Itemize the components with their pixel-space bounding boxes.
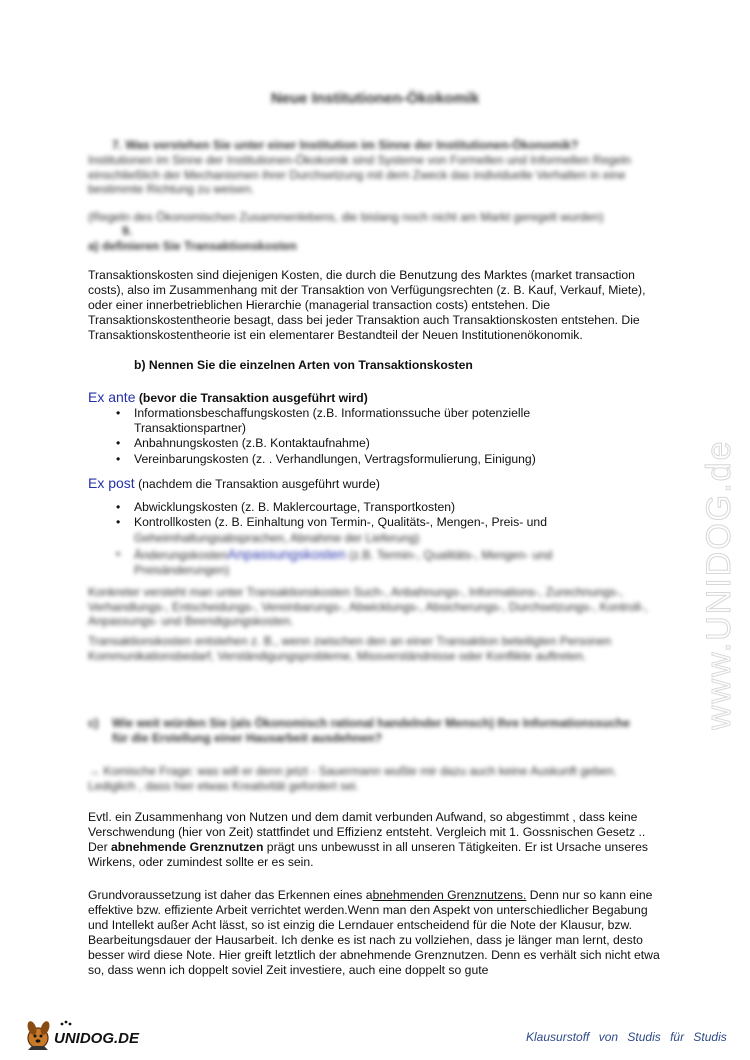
anpassungskosten-term: Anpassungskosten [227, 546, 346, 562]
list-item: • Kontrollkosten (z. B. Einhaltung von Termin-, Qualitäts-, Mengen-, Preis- und [110, 515, 630, 530]
question-c-heading: Wie weit würden Sie (als Ökonomisch rational handelnder Mensch) Ihre Informationssuche für die Erstellung einer Hausarbeit ausdehnen? [112, 716, 630, 745]
grund-underlined: bnehmenden Grenznutzens. [372, 888, 527, 902]
ex-post-blurred-list [110, 547, 630, 578]
ex-ante-label: Ex ante [88, 389, 136, 405]
list-item: • Vereinbarungskosten (z. . Verhandlungen, Vertragsformulierung, Einigung) [110, 452, 630, 467]
konkreter-paragraph: Konkreter versteht man unter Transaktionskosten Such-, Anbahnungs-, Informations-, Zurechnungs-, Verhandlungs-, Entscheidungs-, Vereinbarungs-, Abwicklungs-, Absicherungs-, Durchsetzungs-, Kontroll-, Anpassungs- und Beendigungskosten. [88, 585, 648, 629]
document-title: Neue Institutionen-Ökokomik [270, 90, 480, 107]
question-7-note: (Regeln des Ökonomischen Zusammenlebens, die bislang noch nicht am Markt geregelt wurden) [88, 210, 604, 224]
ex-ante-note: (bevor die Transaktion ausgeführt wird) [138, 391, 368, 405]
unidog-logo[interactable] [22, 1016, 182, 1052]
watermark-text: www.UNIDOG.de [700, 439, 738, 730]
ex-ante-heading [88, 390, 660, 406]
question-c [88, 716, 632, 745]
question-9a-heading: a) definieren Sie Transaktionskosten [88, 239, 297, 253]
logo-text: UNIDOG.DE [54, 1030, 140, 1047]
question-c-label: c) [88, 716, 99, 730]
list-item [110, 547, 630, 578]
aenderungskosten-detail: (z.B. Termin-, Qualitäts-, Mengen- und Preisänderungen) [134, 548, 553, 578]
grenznutzen-post: prägt uns unbewusst in all unseren Tätigkeiten. Er ist Ursache unseres Wirkens, oder zumindest sollte er es sein. [88, 840, 648, 870]
grund-pre: Grundvoraussetzung ist daher das Erkennen eines a [88, 888, 373, 902]
grundvoraussetzung-paragraph [88, 888, 660, 979]
list-item: • Anbahnungskosten (z.B. Kontaktaufnahme) [110, 436, 630, 451]
dog-icon [26, 1020, 51, 1050]
ex-ante-list [110, 406, 630, 467]
ex-post-blurred-continuation: Geheimhaltungsabsprachen, Abnahme der Lieferung) [134, 531, 420, 545]
question-9b-heading: b) Nennen Sie die einzelnen Arten von Transaktionskosten [134, 358, 473, 372]
grenznutzen-bold: abnehmende Grenznutzen [111, 840, 264, 855]
footer-tagline: Klausurstoff von Studis für Studis [526, 1030, 727, 1044]
komisch-paragraph: → Komische Frage: was will er denn jetzt - Sauermann wußte mir dazu auch keine Auskunft geben. Lediglich , dass hier etwas Kreativität gefordert sei. [88, 764, 617, 793]
question-9a-answer: Transaktionskosten sind diejenigen Kosten, die durch die Benutzung des Marktes (market transaction costs), also im Zusammenhang mit der Transaktion von Verfügungsrechten (z. B. Kauf, Verkauf, Miete), oder einer innerbetrieblichen Hierarchie (managerial transaction costs) entstehen. Die Transaktionskostentheorie besagt, dass bei jeder Transaktion auch Transaktionskosten entstehen. Die Transaktionskostentheorie ist ein elementarer Bestandteil der Neuen Institutionenökonomik. [88, 268, 646, 343]
ex-post-list [110, 500, 630, 530]
ex-post-note: (nachdem die Transaktion ausgeführt wurde) [138, 477, 380, 491]
grund-post: Denn nur so kann eine effektive bzw. effiziente Arbeit verrichtet werden.Wenn man den Aspekt von unterschiedlicher Begabung und Intellekt außer Acht lässt, so ist einzig die Lerndauer entscheidend für die Note der Klausur, bzw. Bearbeitungsdauer der Hausarbeit. Ich denke es ist nach zu vollziehen, dass je länger man lernt, desto besser wird diese Note. Hier greift letztlich der abnehmende Grenznutzen. Denn es verhält sich nicht etwa so, dass wenn ich doppelt soviel Zeit investiere, auch eine doppelt so gute [88, 888, 660, 978]
transaktionskosten-entstehen-paragraph: Transaktionskosten entstehen z. B., wenn zwischen den an einer Transaktion beteiligten Personen Kommunikationsbedarf, Verständigungsprobleme, Missverständnisse oder Konflikte auftreten. [88, 634, 612, 663]
question-9-number: 9. [122, 224, 133, 238]
evtl-text: Evtl. ein Zusammenhang von Nutzen und dem damit verbunden Aufwand, so abgestimmt , dass keine Verschwendung (hier von Zeit) stattfindet und Effizienz entsteht. Vergleich mit 1. Gossnischen Gesetz .. [88, 810, 646, 840]
grenznutzen-pre: Der [88, 840, 112, 855]
question-7-answer: Institutionen im Sinne der Institutionen-Ökokomik sind Systeme von Formellen und Informellen Regeln einschließlich der Mechanismen ihrer Durchsetzung mit dem Zweck das individuelle Verhalten in eine bestimmte Richtung zu weisen. [88, 153, 631, 197]
list-item: • Informationsbeschaffungskosten (z.B. Informationssuche über potenzielle Transaktionspartner) [110, 406, 630, 436]
unidog-watermark [700, 290, 740, 730]
question-7-heading: 7. Was verstehen Sie unter einer Institution im Sinne der Institutionen-Ökonomik? [112, 138, 579, 152]
evtl-paragraph [88, 810, 660, 870]
ex-post-heading [88, 476, 660, 492]
aenderungskosten-term: Änderungskosten [134, 548, 228, 562]
list-item: • Abwicklungskosten (z. B. Maklercourtage, Transportkosten) [110, 500, 630, 515]
ex-post-label: Ex post [88, 475, 135, 491]
